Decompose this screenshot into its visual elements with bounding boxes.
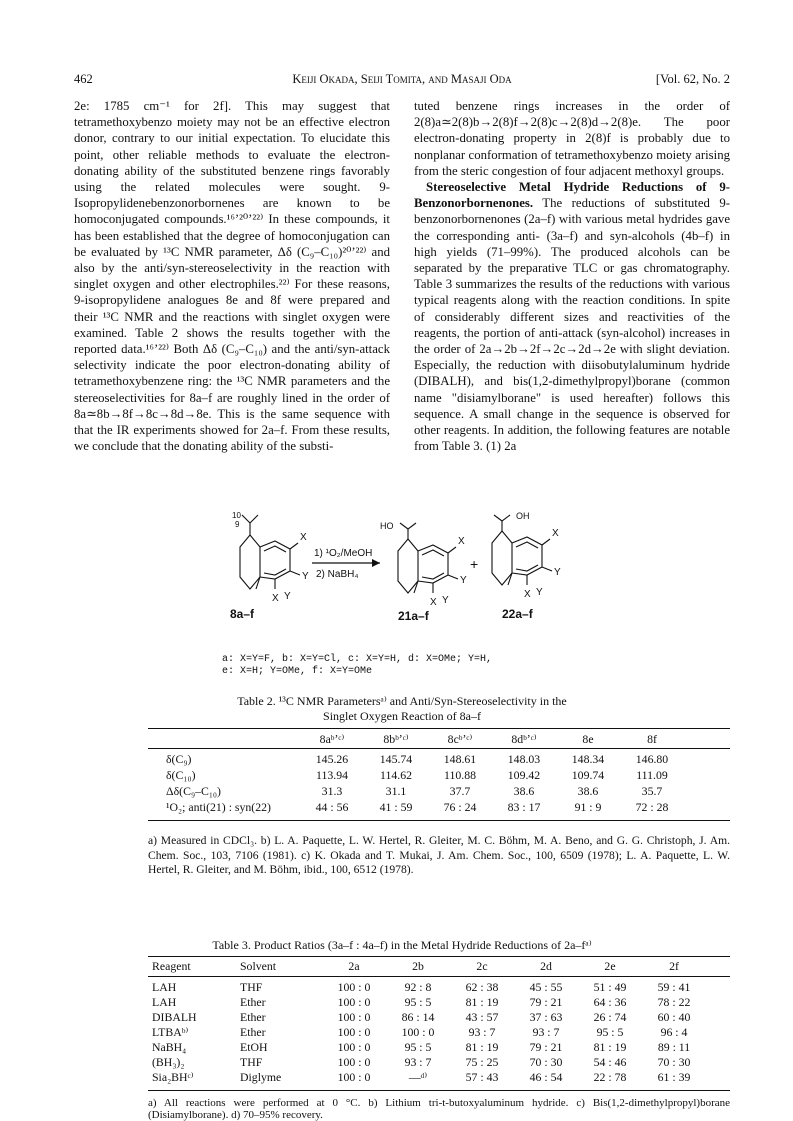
table-2-row-label: Δδ(C₉–C₁₀)	[166, 784, 221, 798]
table-3-cell: 81 : 19	[465, 995, 499, 1009]
table-3-solvent: Ether	[240, 995, 266, 1009]
table-3-cell: 93 : 7	[532, 1025, 560, 1039]
reagent-step-2: 2) NaBH₄	[316, 569, 359, 580]
table-2-col-8e: 8e	[582, 732, 594, 746]
hydroxyl-label-21: HO	[380, 521, 394, 531]
table-3-header-rule	[148, 976, 730, 977]
running-head	[74, 72, 730, 90]
table-2-cell: 83 : 17	[507, 800, 541, 814]
table-3-cell: 100 : 0	[337, 1055, 371, 1069]
table-3-cell: 100 : 0	[337, 1010, 371, 1024]
table-3-cell: 64 : 36	[593, 995, 627, 1009]
structure-8	[240, 515, 300, 589]
compound-label-22: 22a–f	[502, 607, 533, 621]
table-3-cell: —ᵈ⁾	[408, 1070, 428, 1084]
table-3-cell: 100 : 0	[337, 995, 371, 1009]
table-2	[148, 728, 730, 824]
table-2-bottom-rule	[148, 820, 730, 821]
table-3-solvent: THF	[240, 980, 263, 994]
table-2-cell: 35.7	[641, 784, 663, 798]
table-2-cell: 110.88	[443, 768, 476, 782]
table-3-reagent: (BH₃)₂	[152, 1055, 185, 1069]
atom-label-x-8a: X	[300, 532, 307, 543]
table-3-reagent: LTBAᵇ⁾	[152, 1025, 189, 1039]
table-3-cell: 81 : 19	[465, 1040, 499, 1054]
table-2-cell: 111.09	[636, 768, 668, 782]
table-2-caption	[74, 694, 730, 724]
reaction-arrow	[312, 559, 380, 567]
table-2-cell: 44 : 56	[315, 800, 349, 814]
atom-label-x-21b: X	[430, 597, 437, 608]
table-3-cell: 26 : 74	[593, 1010, 627, 1024]
page-number: 462	[74, 72, 93, 86]
section-heading: Stereoselective Metal Hydride Reductions of 9-Benzonorbornenones.	[414, 180, 730, 211]
plus-sign: +	[470, 556, 479, 572]
left-column	[74, 98, 390, 454]
table-3-caption: Table 3. Product Ratios (3a–f : 4a–f) in the Metal Hydride Reductions of 2a–fᵃ⁾	[212, 938, 592, 952]
table-3-cell: 79 : 21	[529, 1040, 563, 1054]
atom-label-y-8b: Y	[284, 591, 291, 602]
table-3-footnotes: a) All reactions were performed at 0 °C. b) Lithium tri-t-butoxyaluminum hydride. c) Bis(1,2-dimethylpropyl)borane (Disiamylborane). d) 70–95% recovery.	[148, 1097, 730, 1121]
hydroxyl-label-22: OH	[516, 511, 530, 521]
running-head-authors: Keiji Okada, Seiji Tomita, and Masaji Oda	[292, 72, 512, 86]
table-2-cell: 113.94	[315, 768, 348, 782]
right-paragraph-2	[414, 179, 730, 454]
structure-22	[492, 515, 552, 585]
table-3-col-2e: 2e	[604, 959, 616, 973]
table-3-cell: 51 : 49	[593, 980, 627, 994]
table-2-col-8f: 8f	[647, 732, 657, 746]
table-2-cell: 109.42	[507, 768, 541, 782]
table-2-cell: 148.03	[507, 752, 541, 766]
table-2-cell: 76 : 24	[443, 800, 477, 814]
compound-label-8: 8a–f	[230, 607, 255, 621]
table-3-col-2b: 2b	[412, 959, 424, 973]
table-3-col-2c: 2c	[476, 959, 488, 973]
table-3-col-2a: 2a	[348, 959, 360, 973]
table-3-reagent: DIBALH	[152, 1010, 197, 1024]
table-3-cell: 22 : 78	[593, 1070, 627, 1084]
right-paragraph-2-text: The reductions of substituted 9-benzonorbornenones (2a–f) with various metal hydrides gave the corresponding anti- (3a–f) and syn-alcohols (4b–f) in high yields (71–99%). The produced alcohols can be separated by the preparative TLC or gas chromatography. Table 3 summarizes the results of the reductions with various typical reagents along with the reaction conditions. In spite of considerably different sizes and reactivities of the reagents, the portion of anti-attack (syn-alcohol) increases in the order of 2a→2b→2f→2c→2d→2e with slight deviation. Especially, the reduction with diisobutylaluminum hydride (DIBALH), and bis(1,2-dimethylpropyl)borane (common name "disiamylborane" is used hereafter) follows this sequence. A small change in the sequence is observed for other reagents. In addition, the following features are notable from Table 3. (1) 2a	[414, 196, 730, 454]
atom-label-x-22a: X	[552, 528, 559, 539]
atom-label-y-21a: Y	[460, 575, 467, 586]
table-3-cell: 100 : 0	[337, 1025, 371, 1039]
structure-21	[398, 523, 458, 593]
table-2-cell: 148.61	[443, 752, 477, 766]
right-column	[414, 98, 730, 454]
table-3-cell: 45 : 55	[529, 980, 563, 994]
table-2-row-label: δ(C₉)	[166, 752, 192, 766]
table-2-cell: 38.6	[577, 784, 599, 798]
table-2-row-label: δ(C₁₀)	[166, 768, 196, 782]
table-3-cell: 95 : 5	[596, 1025, 624, 1039]
table-3-cell: 81 : 19	[593, 1040, 627, 1054]
table-2-cell: 72 : 28	[635, 800, 669, 814]
table-3-cell: 95 : 5	[404, 1040, 432, 1054]
table-3-cell: 100 : 0	[337, 980, 371, 994]
table-3-solvent: Ether	[240, 1010, 266, 1024]
table-3-top-rule	[148, 956, 730, 957]
atom-label-y-22b: Y	[536, 587, 543, 598]
atom-label-y-8a: Y	[302, 571, 309, 582]
table-3-cell: 61 : 39	[657, 1070, 691, 1084]
table-3-cell: 95 : 5	[404, 995, 432, 1009]
table-2-col-8c: 8cᵇʼᶜ⁾	[447, 732, 473, 746]
atom-label-y-22a: Y	[554, 567, 561, 578]
table-3-cell: 100 : 0	[337, 1040, 371, 1054]
table-3-cell: 92 : 8	[404, 980, 432, 994]
table-2-cell: 145.74	[379, 752, 413, 766]
table-3-cell: 100 : 0	[401, 1025, 435, 1039]
table-2-cell: 145.26	[315, 752, 349, 766]
table-3-cell: 93 : 7	[468, 1025, 496, 1039]
table-2-top-rule	[148, 728, 730, 729]
left-paragraph-1: 2e: 1785 cm⁻¹ for 2f]. This may suggest that tetramethoxybenzo moiety may not be an effective electron donor, contrary to our initial expectation. To elucidate this point, other reliable methods to evaluate the electron-donating ability of the substituted benzene rings favorably using the related molecules were sought. 9-Isopropylidenebenzonorbornenes are known to be homoconjugated compounds.¹⁶ʼ²⁰ʼ²²⁾ In these compounds, it has been established that the degree of homoconjugation can be evaluated by ¹³C NMR parameter, Δδ (C₉–C₁₀)²⁰ʼ²²⁾ and also by the anti/syn-stereoselectivity in the reaction with singlet oxygen and other electrophiles.²²⁾ For these reasons, 9-isopropylidene analogues 8e and 8f were prepared and their ¹³C NMR and the reactions with singlet oxygen were examined. Table 2 shows the results together with the reported data.¹⁶ʼ²²⁾ Both Δδ (C₉–C₁₀) and the anti/syn-attack selectivity indicate the poor electron-donating ability of tetramethoxybenzene ring: the ¹³C NMR parameters and the stereoselectivities for 8a–f are roughly lined in the order of 8a≃8b→8f→8c→8d→8e. This is the same sequence with that the IR experiments showed for 2a–f. From these results, we conclude that the donating ability of the substi-	[74, 99, 390, 454]
table-3-solvent: EtOH	[240, 1040, 268, 1054]
table-3-reagent: LAH	[152, 980, 177, 994]
table-3-cell: 60 : 40	[657, 1010, 691, 1024]
table-3	[148, 956, 730, 1094]
table-3-reagent: LAH	[152, 995, 177, 1009]
substituent-legend	[222, 654, 642, 678]
table-3-header-reagent: Reagent	[152, 959, 191, 973]
table-2-col-8b: 8bᵇʼᶜ⁾	[383, 732, 409, 746]
table-2-cell: 114.62	[379, 768, 412, 782]
table-3-solvent: Diglyme	[240, 1070, 282, 1084]
table-2-footnotes: a) Measured in CDCl₃. b) L. A. Paquette, L. W. Hertel, R. Gleiter, M. C. Böhm, M. A. Beno, and G. G. Christoph, J. Am. Chem. Soc., 103, 7106 (1981). c) K. Okada and T. Mukai, J. Am. Chem. Soc., 100, 6509 (1978); L. A. Paquette, L. W. Hertel, R. Gleiter, and M. Böhm, ibid., 100, 6512 (1978).	[148, 834, 730, 877]
atom-label-10: 10	[232, 511, 241, 520]
table-3-col-2f: 2f	[669, 959, 679, 973]
table-2-caption-line-1: Table 2. ¹³C NMR Parametersᵃ⁾ and Anti/Syn-Stereoselectivity in the	[237, 694, 567, 708]
atom-label-y-21b: Y	[442, 595, 449, 606]
table-3-reagent: NaBH₄	[152, 1040, 187, 1054]
table-3-reagent: Sia₂BHᶜ⁾	[152, 1070, 194, 1084]
atom-label-9: 9	[235, 520, 240, 529]
table-3-cell: 89 : 11	[657, 1040, 691, 1054]
table-3-cell: 75 : 25	[465, 1055, 499, 1069]
table-2-header-rule	[148, 748, 730, 749]
atom-label-x-22b: X	[524, 589, 531, 600]
table-2-cell: 31.1	[385, 784, 407, 798]
table-3-cell: 54 : 46	[593, 1055, 627, 1069]
table-3-cell: 78 : 22	[657, 995, 691, 1009]
table-3-cell: 70 : 30	[529, 1055, 563, 1069]
table-3-cell: 57 : 43	[465, 1070, 499, 1084]
atom-label-x-21a: X	[458, 536, 465, 547]
table-3-cell: 96 : 4	[660, 1025, 688, 1039]
atom-label-x-8b: X	[272, 593, 279, 604]
table-3-cell: 46 : 54	[529, 1070, 563, 1084]
table-2-cell: 37.7	[449, 784, 471, 798]
table-3-cell: 43 : 57	[465, 1010, 499, 1024]
compound-label-21: 21a–f	[398, 609, 429, 623]
table-3-col-2d: 2d	[540, 959, 552, 973]
running-head-volume: [Vol. 62, No. 2	[655, 72, 730, 86]
table-2-cell: 146.80	[635, 752, 669, 766]
table-3-cell: 86 : 14	[401, 1010, 435, 1024]
table-2-cell: 31.3	[321, 784, 343, 798]
table-2-caption-line-2: Singlet Oxygen Reaction of 8a–f	[323, 709, 481, 723]
table-2-row-label: ¹O₂; anti(21) : syn(22)	[166, 800, 271, 814]
substituent-legend-line-1: a: X=Y=F, b: X=Y=Cl, c: X=Y=H, d: X=OMe; Y=H,	[222, 654, 493, 665]
table-3-cell: 70 : 30	[657, 1055, 691, 1069]
table-3-bottom-rule	[148, 1090, 730, 1091]
reaction-scheme	[220, 507, 580, 642]
table-3-cell: 59 : 41	[657, 980, 691, 994]
table-3-cell: 62 : 38	[465, 980, 499, 994]
table-2-cell: 91 : 9	[574, 800, 602, 814]
table-2-col-8d: 8dᵇʼᶜ⁾	[511, 732, 537, 746]
right-paragraph-1: tuted benzene rings increases in the order of 2(8)a≃2(8)b→2(8)f→2(8)c→2(8)d→2(8)e. The poor electron-donating property in 2(8)f is probably due to nonplanar conformation of tetramethoxybenzo moiety arising from the steric congestion of four adjacent methoxyl groups.	[414, 99, 730, 178]
substituent-legend-line-2: e: X=H; Y=OMe, f: X=Y=OMe	[222, 666, 373, 677]
table-2-cell: 148.34	[571, 752, 605, 766]
table-2-col-8a: 8aᵇʼᶜ⁾	[319, 732, 345, 746]
table-2-cell: 38.6	[513, 784, 535, 798]
table-3-header-solvent: Solvent	[240, 959, 277, 973]
reagent-step-1: 1) ¹O₂/MeOH	[314, 548, 373, 559]
table-2-cell: 41 : 59	[379, 800, 413, 814]
table-2-cell: 109.74	[571, 768, 605, 782]
table-3-cell: 100 : 0	[337, 1070, 371, 1084]
table-3-cell: 93 : 7	[404, 1055, 432, 1069]
table-3-solvent: Ether	[240, 1025, 266, 1039]
table-3-solvent: THF	[240, 1055, 263, 1069]
table-3-cell: 37 : 63	[529, 1010, 563, 1024]
table-3-cell: 79 : 21	[529, 995, 563, 1009]
